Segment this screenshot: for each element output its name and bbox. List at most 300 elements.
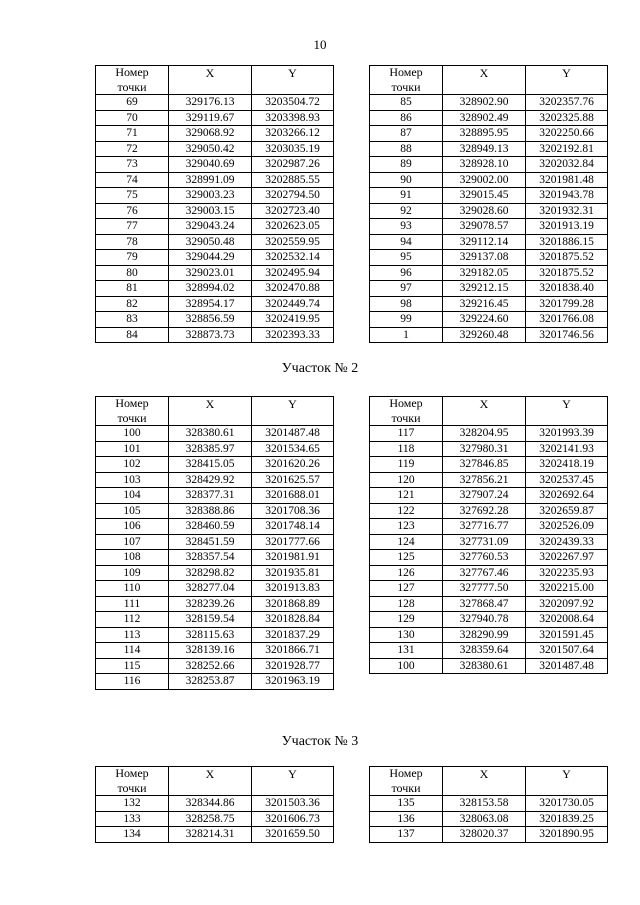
point-number-cell: 100 — [96, 426, 169, 442]
y-coordinate-cell: 3201799.28 — [526, 296, 608, 312]
x-coordinate-cell: 329216.45 — [443, 296, 526, 312]
x-coordinate-cell: 329176.13 — [169, 95, 252, 111]
x-coordinate-cell: 327868.47 — [443, 596, 526, 612]
point-number-cell: 126 — [370, 565, 443, 581]
point-number-cell: 105 — [96, 503, 169, 519]
x-coordinate-cell: 329078.57 — [443, 219, 526, 235]
header-id-line2: точки — [96, 781, 169, 796]
table-row — [370, 250, 608, 266]
header-id-line1: Номер — [115, 766, 149, 780]
y-coordinate-cell: 3202692.64 — [526, 488, 608, 504]
header-id-line1: Номер — [389, 766, 423, 780]
x-coordinate-cell: 329212.15 — [443, 281, 526, 297]
y-coordinate-cell: 3202192.81 — [526, 141, 608, 157]
y-coordinate-cell: 3201913.19 — [526, 219, 608, 235]
header-point-number — [370, 397, 443, 412]
point-number-cell: 106 — [96, 519, 169, 535]
x-coordinate-cell: 329050.42 — [169, 141, 252, 157]
point-number-cell: 100 — [370, 658, 443, 674]
point-number-cell: 111 — [96, 596, 169, 612]
table-row — [370, 219, 608, 235]
table-row — [370, 811, 608, 827]
y-coordinate-cell: 3201886.15 — [526, 234, 608, 250]
table-row — [370, 643, 608, 659]
table-row — [96, 265, 334, 281]
table-row — [370, 596, 608, 612]
x-coordinate-cell: 328298.82 — [169, 565, 252, 581]
table-row — [370, 534, 608, 550]
table-row — [96, 426, 334, 442]
header-point-number — [370, 66, 443, 81]
point-number-cell: 123 — [370, 519, 443, 535]
x-coordinate-cell: 328994.02 — [169, 281, 252, 297]
point-number-cell: 82 — [96, 296, 169, 312]
table-row — [370, 126, 608, 142]
header-x: X — [443, 767, 526, 782]
page-number: 10 — [313, 37, 327, 52]
table-row — [96, 219, 334, 235]
x-coordinate-cell: 328460.59 — [169, 519, 252, 535]
header-y: Y — [526, 397, 608, 412]
y-coordinate-cell: 3201748.14 — [252, 519, 334, 535]
y-coordinate-cell: 3201875.52 — [526, 250, 608, 266]
x-coordinate-cell: 327940.78 — [443, 612, 526, 628]
y-coordinate-cell: 3202418.19 — [526, 457, 608, 473]
y-coordinate-cell: 3201503.36 — [252, 796, 334, 812]
x-coordinate-cell: 328159.54 — [169, 612, 252, 628]
header-y: Y — [526, 66, 608, 81]
x-coordinate-cell: 327846.85 — [443, 457, 526, 473]
point-number-cell: 136 — [370, 811, 443, 827]
y-coordinate-cell: 3203504.72 — [252, 95, 334, 111]
coords-table-section1-left — [95, 65, 334, 343]
x-coordinate-cell: 328949.13 — [443, 141, 526, 157]
header-y-spacer — [526, 80, 608, 95]
point-number-cell: 97 — [370, 281, 443, 297]
x-coordinate-cell: 329043.24 — [169, 219, 252, 235]
point-number-cell: 130 — [370, 627, 443, 643]
point-number-cell: 102 — [96, 457, 169, 473]
coords-table-section2-left — [95, 396, 334, 690]
x-coordinate-cell: 327777.50 — [443, 581, 526, 597]
point-number-cell: 120 — [370, 472, 443, 488]
header-x: X — [443, 397, 526, 412]
header-point-number — [96, 397, 169, 412]
x-coordinate-cell: 329050.48 — [169, 234, 252, 250]
point-number-cell: 131 — [370, 643, 443, 659]
header-x-spacer — [443, 781, 526, 796]
point-number-cell: 127 — [370, 581, 443, 597]
y-coordinate-cell: 3201868.89 — [252, 596, 334, 612]
x-coordinate-cell: 327856.21 — [443, 472, 526, 488]
x-coordinate-cell: 329044.29 — [169, 250, 252, 266]
y-coordinate-cell: 3203398.93 — [252, 110, 334, 126]
table-row — [96, 581, 334, 597]
table-header-row — [96, 80, 334, 95]
y-coordinate-cell: 3201928.77 — [252, 658, 334, 674]
x-coordinate-cell: 328139.16 — [169, 643, 252, 659]
x-coordinate-cell: 329040.69 — [169, 157, 252, 173]
x-coordinate-cell: 328020.37 — [443, 827, 526, 843]
table-row — [96, 250, 334, 266]
y-coordinate-cell: 3202794.50 — [252, 188, 334, 204]
x-coordinate-cell: 327692.28 — [443, 503, 526, 519]
table-row — [96, 157, 334, 173]
y-coordinate-cell: 3201606.73 — [252, 811, 334, 827]
table-header-row — [96, 411, 334, 426]
point-number-cell: 87 — [370, 126, 443, 142]
x-coordinate-cell: 329003.23 — [169, 188, 252, 204]
y-coordinate-cell: 3201993.39 — [526, 426, 608, 442]
y-coordinate-cell: 3201777.66 — [252, 534, 334, 550]
table-row — [370, 550, 608, 566]
point-number-cell: 94 — [370, 234, 443, 250]
section-3-title: Участок № 3 — [281, 734, 359, 749]
x-coordinate-cell: 329068.92 — [169, 126, 252, 142]
y-coordinate-cell: 3202235.93 — [526, 565, 608, 581]
header-x-spacer — [443, 411, 526, 426]
table-row — [96, 519, 334, 535]
header-x-spacer — [169, 781, 252, 796]
table-header-row — [370, 80, 608, 95]
table-row — [370, 265, 608, 281]
y-coordinate-cell: 3201837.29 — [252, 627, 334, 643]
y-coordinate-cell: 3201963.19 — [252, 674, 334, 690]
point-number-cell: 108 — [96, 550, 169, 566]
point-number-cell: 128 — [370, 596, 443, 612]
y-coordinate-cell: 3201828.84 — [252, 612, 334, 628]
table-header-row — [370, 411, 608, 426]
y-coordinate-cell: 3202723.40 — [252, 203, 334, 219]
point-number-cell: 129 — [370, 612, 443, 628]
x-coordinate-cell: 328204.95 — [443, 426, 526, 442]
point-number-cell: 89 — [370, 157, 443, 173]
y-coordinate-cell: 3202419.95 — [252, 312, 334, 328]
y-coordinate-cell: 3201620.26 — [252, 457, 334, 473]
table-header-row — [370, 397, 608, 412]
y-coordinate-cell: 3201838.40 — [526, 281, 608, 297]
x-coordinate-cell: 328290.99 — [443, 627, 526, 643]
table-header-row — [370, 781, 608, 796]
table-header-row — [96, 397, 334, 412]
coords-table-section3-right — [369, 766, 608, 843]
point-number-cell: 122 — [370, 503, 443, 519]
x-coordinate-cell: 328214.31 — [169, 827, 252, 843]
x-coordinate-cell: 329182.05 — [443, 265, 526, 281]
point-number-cell: 86 — [370, 110, 443, 126]
y-coordinate-cell: 3202008.64 — [526, 612, 608, 628]
table-row — [96, 327, 334, 343]
y-coordinate-cell: 3201981.48 — [526, 172, 608, 188]
y-coordinate-cell: 3201943.78 — [526, 188, 608, 204]
point-number-cell: 78 — [96, 234, 169, 250]
table-row — [96, 95, 334, 111]
table-row — [96, 796, 334, 812]
x-coordinate-cell: 327716.77 — [443, 519, 526, 535]
header-id-line1: Номер — [115, 396, 149, 410]
table-row — [370, 503, 608, 519]
y-coordinate-cell: 3201708.36 — [252, 503, 334, 519]
table-row — [370, 110, 608, 126]
point-number-cell: 121 — [370, 488, 443, 504]
point-number-cell: 72 — [96, 141, 169, 157]
y-coordinate-cell: 3202623.05 — [252, 219, 334, 235]
table-header-row — [96, 66, 334, 81]
coords-table-section2-right — [369, 396, 608, 674]
table-header-row — [370, 66, 608, 81]
table-row — [370, 457, 608, 473]
y-coordinate-cell: 3201625.57 — [252, 472, 334, 488]
point-number-cell: 85 — [370, 95, 443, 111]
x-coordinate-cell: 328359.64 — [443, 643, 526, 659]
point-number-cell: 103 — [96, 472, 169, 488]
point-number-cell: 124 — [370, 534, 443, 550]
point-number-cell: 74 — [96, 172, 169, 188]
x-coordinate-cell: 329002.00 — [443, 172, 526, 188]
y-coordinate-cell: 3202449.74 — [252, 296, 334, 312]
table-row — [96, 627, 334, 643]
header-y-spacer — [526, 781, 608, 796]
x-coordinate-cell: 327980.31 — [443, 441, 526, 457]
table-row — [370, 327, 608, 343]
y-coordinate-cell: 3201487.48 — [252, 426, 334, 442]
x-coordinate-cell: 328991.09 — [169, 172, 252, 188]
point-number-cell: 69 — [96, 95, 169, 111]
table-row — [370, 658, 608, 674]
header-y: Y — [252, 767, 334, 782]
point-number-cell: 137 — [370, 827, 443, 843]
x-coordinate-cell: 329028.60 — [443, 203, 526, 219]
table-row — [96, 312, 334, 328]
table-row — [96, 203, 334, 219]
y-coordinate-cell: 3201487.48 — [526, 658, 608, 674]
table-row — [96, 188, 334, 204]
header-y: Y — [252, 66, 334, 81]
x-coordinate-cell: 328415.05 — [169, 457, 252, 473]
y-coordinate-cell: 3202393.33 — [252, 327, 334, 343]
point-number-cell: 70 — [96, 110, 169, 126]
point-number-cell: 81 — [96, 281, 169, 297]
point-number-cell: 117 — [370, 426, 443, 442]
y-coordinate-cell: 3202267.97 — [526, 550, 608, 566]
y-coordinate-cell: 3201688.01 — [252, 488, 334, 504]
y-coordinate-cell: 3201839.25 — [526, 811, 608, 827]
table-row — [370, 172, 608, 188]
x-coordinate-cell: 329112.14 — [443, 234, 526, 250]
point-number-cell: 109 — [96, 565, 169, 581]
table-row — [370, 441, 608, 457]
x-coordinate-cell: 328928.10 — [443, 157, 526, 173]
point-number-cell: 114 — [96, 643, 169, 659]
point-number-cell: 79 — [96, 250, 169, 266]
x-coordinate-cell: 329119.67 — [169, 110, 252, 126]
y-coordinate-cell: 3201913.83 — [252, 581, 334, 597]
y-coordinate-cell: 3203266.12 — [252, 126, 334, 142]
header-point-number — [370, 767, 443, 782]
header-x: X — [443, 66, 526, 81]
x-coordinate-cell: 328954.17 — [169, 296, 252, 312]
point-number-cell: 77 — [96, 219, 169, 235]
table-row — [370, 281, 608, 297]
table-row — [96, 643, 334, 659]
y-coordinate-cell: 3202559.95 — [252, 234, 334, 250]
y-coordinate-cell: 3201932.31 — [526, 203, 608, 219]
table-row — [370, 157, 608, 173]
point-number-cell: 90 — [370, 172, 443, 188]
point-number-cell: 115 — [96, 658, 169, 674]
point-number-cell: 116 — [96, 674, 169, 690]
table-row — [96, 126, 334, 142]
table-row — [370, 141, 608, 157]
point-number-cell: 76 — [96, 203, 169, 219]
y-coordinate-cell: 3202439.33 — [526, 534, 608, 550]
header-id-line2: точки — [96, 411, 169, 426]
table-row — [370, 188, 608, 204]
x-coordinate-cell: 328451.59 — [169, 534, 252, 550]
header-point-number — [96, 767, 169, 782]
header-y: Y — [252, 397, 334, 412]
point-number-cell: 125 — [370, 550, 443, 566]
y-coordinate-cell: 3201659.50 — [252, 827, 334, 843]
y-coordinate-cell: 3202325.88 — [526, 110, 608, 126]
y-coordinate-cell: 3202526.09 — [526, 519, 608, 535]
point-number-cell: 101 — [96, 441, 169, 457]
header-x-spacer — [443, 80, 526, 95]
x-coordinate-cell: 329260.48 — [443, 327, 526, 343]
table-row — [370, 519, 608, 535]
point-number-cell: 98 — [370, 296, 443, 312]
x-coordinate-cell: 328063.08 — [443, 811, 526, 827]
y-coordinate-cell: 3201507.64 — [526, 643, 608, 659]
point-number-cell: 88 — [370, 141, 443, 157]
table-row — [370, 581, 608, 597]
header-id-line2: точки — [96, 80, 169, 95]
table-row — [96, 658, 334, 674]
point-number-cell: 104 — [96, 488, 169, 504]
y-coordinate-cell: 3201746.56 — [526, 327, 608, 343]
x-coordinate-cell: 327767.46 — [443, 565, 526, 581]
x-coordinate-cell: 329015.45 — [443, 188, 526, 204]
x-coordinate-cell: 328253.87 — [169, 674, 252, 690]
point-number-cell: 1 — [370, 327, 443, 343]
point-number-cell: 119 — [370, 457, 443, 473]
table-row — [96, 234, 334, 250]
x-coordinate-cell: 328258.75 — [169, 811, 252, 827]
x-coordinate-cell: 328902.49 — [443, 110, 526, 126]
x-coordinate-cell: 327760.53 — [443, 550, 526, 566]
x-coordinate-cell: 328429.92 — [169, 472, 252, 488]
header-x: X — [169, 767, 252, 782]
table-header-row — [96, 781, 334, 796]
point-number-cell: 75 — [96, 188, 169, 204]
y-coordinate-cell: 3201591.45 — [526, 627, 608, 643]
y-coordinate-cell: 3202885.55 — [252, 172, 334, 188]
x-coordinate-cell: 328115.63 — [169, 627, 252, 643]
table-row — [96, 550, 334, 566]
table-row — [370, 95, 608, 111]
y-coordinate-cell: 3202537.45 — [526, 472, 608, 488]
table-row — [370, 612, 608, 628]
coords-table-section1-right — [369, 65, 608, 343]
y-coordinate-cell: 3201890.95 — [526, 827, 608, 843]
header-y-spacer — [252, 411, 334, 426]
point-number-cell: 73 — [96, 157, 169, 173]
table-row — [96, 534, 334, 550]
header-x-spacer — [169, 411, 252, 426]
header-y: Y — [526, 767, 608, 782]
table-row — [96, 172, 334, 188]
table-row — [96, 281, 334, 297]
x-coordinate-cell: 329224.60 — [443, 312, 526, 328]
table-row — [370, 312, 608, 328]
point-number-cell: 112 — [96, 612, 169, 628]
x-coordinate-cell: 328277.04 — [169, 581, 252, 597]
x-coordinate-cell: 328252.66 — [169, 658, 252, 674]
table-row — [96, 565, 334, 581]
point-number-cell: 133 — [96, 811, 169, 827]
header-id-line1: Номер — [389, 396, 423, 410]
x-coordinate-cell: 327907.24 — [443, 488, 526, 504]
x-coordinate-cell: 328344.86 — [169, 796, 252, 812]
table-row — [370, 296, 608, 312]
table-row — [96, 811, 334, 827]
y-coordinate-cell: 3202215.00 — [526, 581, 608, 597]
x-coordinate-cell: 328856.59 — [169, 312, 252, 328]
table-row — [370, 426, 608, 442]
table-row — [96, 296, 334, 312]
point-number-cell: 107 — [96, 534, 169, 550]
header-id-line2: точки — [370, 781, 443, 796]
point-number-cell: 93 — [370, 219, 443, 235]
x-coordinate-cell: 328388.86 — [169, 503, 252, 519]
table-row — [370, 488, 608, 504]
y-coordinate-cell: 3201534.65 — [252, 441, 334, 457]
coords-table-section3-left — [95, 766, 334, 843]
header-point-number — [96, 66, 169, 81]
point-number-cell: 83 — [96, 312, 169, 328]
x-coordinate-cell: 328902.90 — [443, 95, 526, 111]
x-coordinate-cell: 328377.31 — [169, 488, 252, 504]
table-row — [96, 457, 334, 473]
header-id-line1: Номер — [115, 65, 149, 79]
point-number-cell: 113 — [96, 627, 169, 643]
point-number-cell: 96 — [370, 265, 443, 281]
x-coordinate-cell: 328873.73 — [169, 327, 252, 343]
header-id-line1: Номер — [389, 65, 423, 79]
y-coordinate-cell: 3203035.19 — [252, 141, 334, 157]
table-row — [96, 488, 334, 504]
x-coordinate-cell: 327731.09 — [443, 534, 526, 550]
y-coordinate-cell: 3201766.08 — [526, 312, 608, 328]
x-coordinate-cell: 329003.15 — [169, 203, 252, 219]
table-row — [96, 441, 334, 457]
y-coordinate-cell: 3202032.84 — [526, 157, 608, 173]
point-number-cell: 135 — [370, 796, 443, 812]
x-coordinate-cell: 329137.08 — [443, 250, 526, 266]
point-number-cell: 92 — [370, 203, 443, 219]
table-row — [96, 827, 334, 843]
header-x-spacer — [169, 80, 252, 95]
point-number-cell: 99 — [370, 312, 443, 328]
point-number-cell: 110 — [96, 581, 169, 597]
y-coordinate-cell: 3202470.88 — [252, 281, 334, 297]
y-coordinate-cell: 3201935.81 — [252, 565, 334, 581]
y-coordinate-cell: 3201981.91 — [252, 550, 334, 566]
table-row — [370, 472, 608, 488]
x-coordinate-cell: 328239.26 — [169, 596, 252, 612]
table-header-row — [370, 767, 608, 782]
table-row — [370, 203, 608, 219]
